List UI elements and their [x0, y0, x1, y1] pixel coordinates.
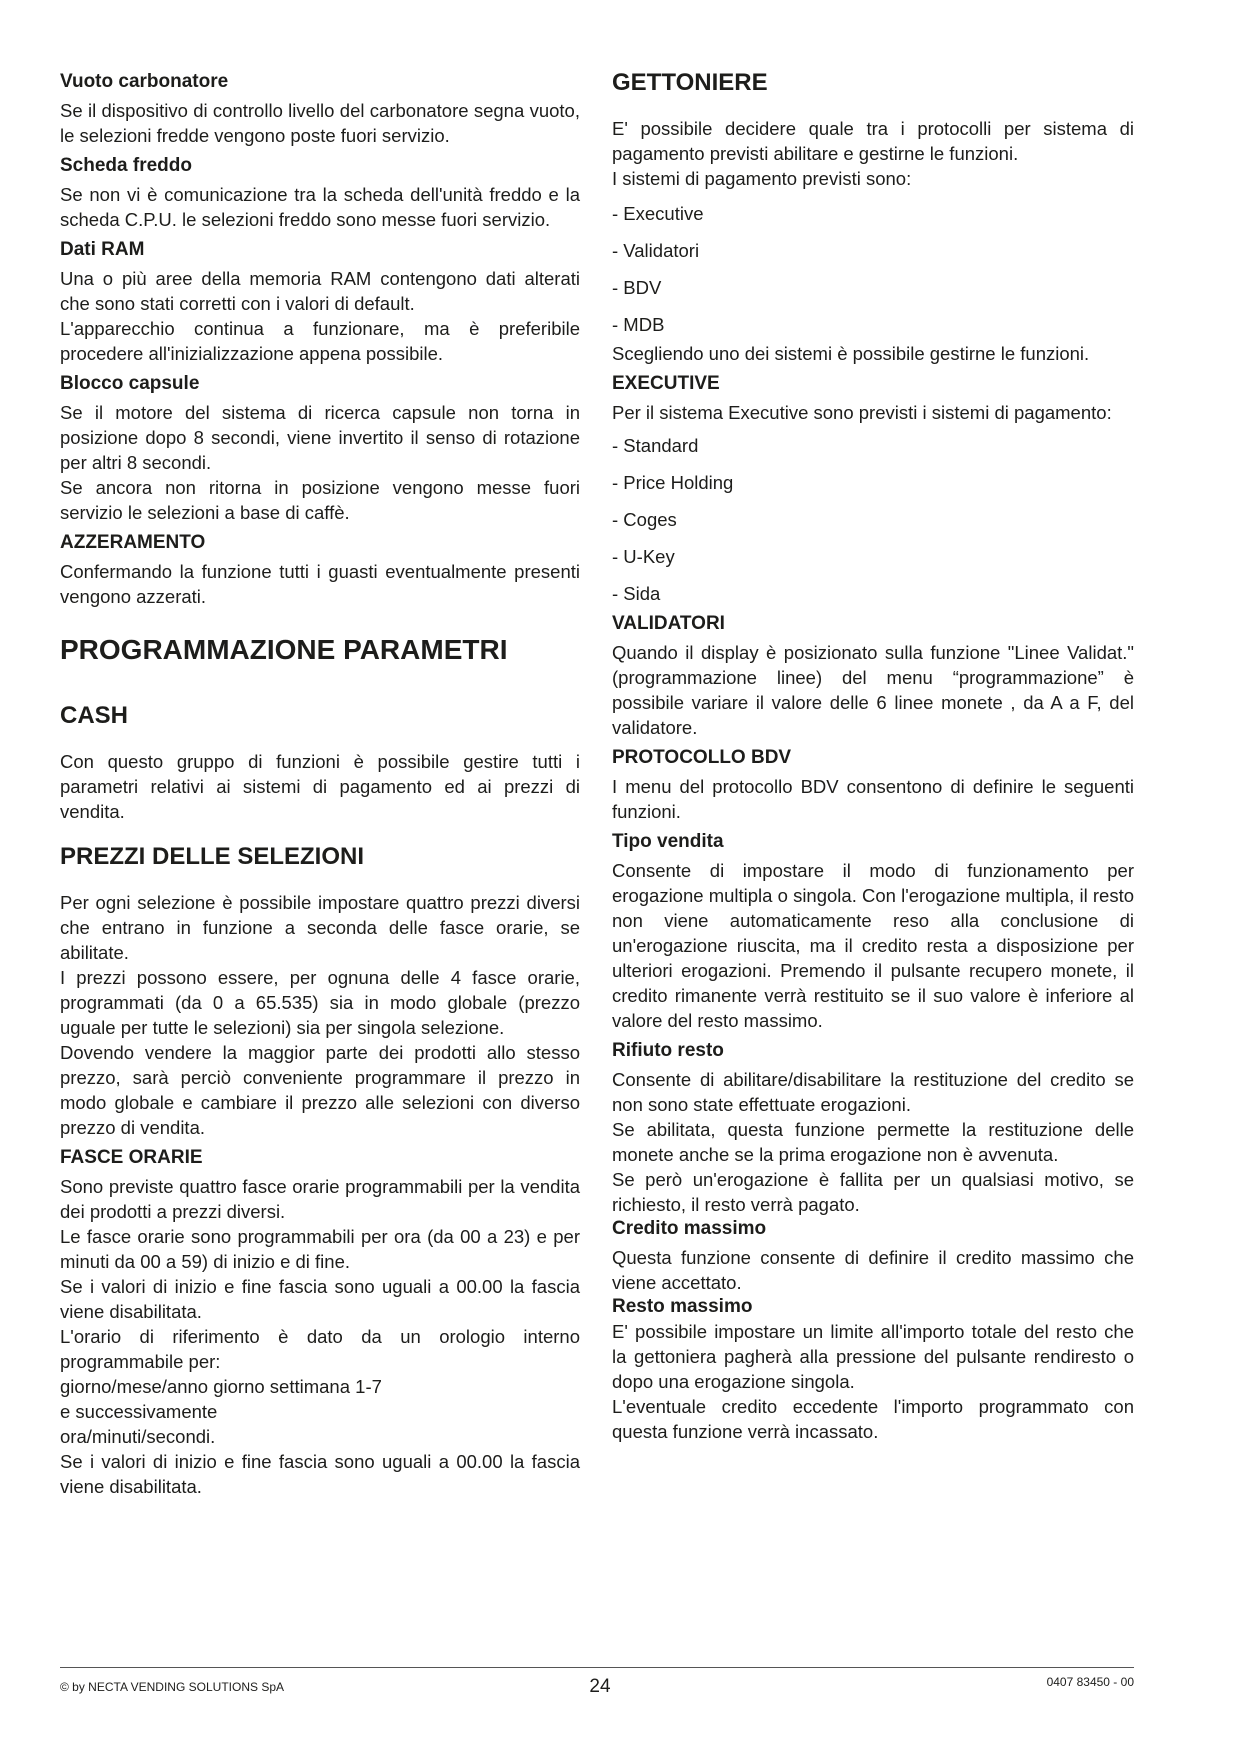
heading-tipo-vendita: Tipo vendita [612, 831, 724, 852]
paragraph: L'eventuale credito eccedente l'importo programmato con questa funzione verrà incassato. [612, 1396, 1134, 1442]
text-line: e successivamente [60, 1401, 218, 1422]
heading-credito-massimo: Credito massimo [612, 1218, 767, 1239]
paragraph: E' possibile decidere quale tra i protocolli per sistema di pagamento previsti abilitare e gestirne le funzioni. [612, 118, 1134, 164]
heading-prezzi-delle-selezioni: PREZZI DELLE SELEZIONI [60, 843, 365, 870]
heading-rifiuto-resto: Rifiuto resto [612, 1040, 724, 1061]
paragraph: Se ancora non ritorna in posizione vengono messe fuori servizio le selezioni a base di caffè. [60, 477, 580, 523]
list-item-executive-system: - U-Key [612, 546, 675, 567]
paragraph: Dovendo vendere la maggior parte dei prodotti allo stesso prezzo, sarà perciò conveniente programmare il prezzo in modo globale e cambiare il prezzo alle selezioni con diverso prezzo di vendita. [60, 1042, 580, 1138]
heading-cash: CASH [60, 702, 129, 729]
heading-protocollo-bdv: PROTOCOLLO BDV [612, 747, 792, 768]
list-item-executive-system: - Coges [612, 509, 677, 530]
list-item-payment-system: - MDB [612, 314, 665, 335]
paragraph: Consente di impostare il modo di funzionamento per erogazione multipla o singola. Con l'erogazione multipla, il resto non viene automaticamente reso alla conclusione di un'erogazione riuscita, ma il credito resta a disposizione per ulteriori erogazioni. Premendo il pulsante recupero monete, il credito rimanente verrà restituito se il suo valore è inferiore al valore del resto massimo. [612, 860, 1134, 1031]
paragraph: Se abilitata, questa funzione permette la restituzione delle monete anche se la prima erogazione non è avvenuta. [612, 1119, 1134, 1165]
paragraph: I sistemi di pagamento previsti sono: [612, 168, 912, 189]
paragraph: Le fasce orarie sono programmabili per ora (da 00 a 23) e per minuti da 00 a 59) di inizio e di fine. [60, 1226, 580, 1272]
paragraph: L'orario di riferimento è dato da un orologio interno programmabile per: [60, 1326, 580, 1372]
page-number: 24 [589, 1676, 611, 1697]
heading-programmazione-parametri: PROGRAMMAZIONE PARAMETRI [60, 634, 508, 665]
paragraph: Se però un'erogazione è fallita per un qualsiasi motivo, se richiesto, il resto verrà pagato. [612, 1169, 1134, 1215]
paragraph: I prezzi possono essere, per ognuna delle 4 fasce orarie, programmati (da 0 a 65.535) sia in modo globale (prezzo uguale per tutte le selezioni) sia per singola selezione. [60, 967, 580, 1038]
paragraph: Se il motore del sistema di ricerca capsule non torna in posizione dopo 8 secondi, viene invertito il senso di rotazione per altri 8 secondi. [60, 402, 580, 473]
text-line: giorno/mese/anno giorno settimana 1-7 [60, 1376, 382, 1397]
paragraph: Se i valori di inizio e fine fascia sono uguali a 00.00 la fascia viene disabilitata. [60, 1276, 580, 1322]
heading-scheda-freddo: Scheda freddo [60, 155, 192, 176]
paragraph: Una o più aree della memoria RAM contengono dati alterati che sono stati corretti con i valori di default. [60, 268, 580, 314]
paragraph: Se i valori di inizio e fine fascia sono uguali a 00.00 la fascia viene disabilitata. [60, 1451, 580, 1497]
footer-divider [60, 1667, 1134, 1668]
paragraph: Consente di abilitare/disabilitare la restituzione del credito se non sono state effettuate erogazioni. [612, 1069, 1134, 1115]
heading-vuoto-carbonatore: Vuoto carbonatore [60, 71, 229, 92]
list-item-payment-system: - BDV [612, 277, 662, 298]
paragraph: L'apparecchio continua a funzionare, ma è preferibile procedere all'inizializzazione appena possibile. [60, 318, 580, 364]
heading-azzeramento: AZZERAMENTO [60, 532, 206, 553]
list-item-executive-system: - Standard [612, 435, 699, 456]
heading-fasce-orarie: FASCE ORARIE [60, 1147, 203, 1168]
list-item-payment-system: - Executive [612, 203, 704, 224]
list-item-executive-system: - Sida [612, 583, 661, 604]
paragraph: I menu del protocollo BDV consentono di definire le seguenti funzioni. [612, 776, 1134, 822]
paragraph: Per ogni selezione è possibile impostare quattro prezzi diversi che entrano in funzione a seconda delle fasce orarie, se abilitate. [60, 892, 580, 963]
heading-blocco-capsule: Blocco capsule [60, 373, 200, 394]
heading-resto-massimo: Resto massimo [612, 1296, 753, 1317]
list-item-executive-system: - Price Holding [612, 472, 734, 493]
list-item-payment-system: - Validatori [612, 240, 700, 261]
paragraph: Quando il display è posizionato sulla funzione "Linee Validat." (programmazione linee) del menu “programmazione” è possibile variare il valore delle 6 linee monete , da A a F, del validatore. [612, 642, 1134, 738]
paragraph: Se il dispositivo di controllo livello del carbonatore segna vuoto, le selezioni fredde vengono poste fuori servizio. [60, 100, 580, 146]
heading-validatori: VALIDATORI [612, 613, 725, 634]
heading-executive: EXECUTIVE [612, 373, 720, 394]
paragraph: Scegliendo uno dei sistemi è possibile gestirne le funzioni. [612, 343, 1090, 364]
footer-doc-code: 0407 83450 - 00 [1046, 1675, 1134, 1689]
footer-copyright: © by NECTA VENDING SOLUTIONS SpA [60, 1680, 285, 1694]
paragraph: Sono previste quattro fasce orarie programmabili per la vendita dei prodotti a prezzi diversi. [60, 1176, 580, 1222]
left-column [60, 62, 580, 1499]
paragraph: Per il sistema Executive sono previsti i sistemi di pagamento: [612, 402, 1112, 423]
heading-dati-ram: Dati RAM [60, 239, 145, 260]
paragraph: Se non vi è comunicazione tra la scheda dell'unità freddo e la scheda C.P.U. le selezioni freddo sono messe fuori servizio. [60, 184, 580, 230]
right-column [612, 62, 1134, 1444]
paragraph: Questa funzione consente di definire il credito massimo che viene accettato. [612, 1247, 1134, 1293]
paragraph: Con questo gruppo di funzioni è possibile gestire tutti i parametri relativi ai sistemi di pagamento ed ai prezzi di vendita. [60, 751, 580, 822]
paragraph: E' possibile impostare un limite all'importo totale del resto che la gettoniera pagherà alla pressione del pulsante rendiresto o dopo una erogazione singola. [612, 1321, 1134, 1392]
text-line: ora/minuti/secondi. [60, 1426, 216, 1447]
heading-gettoniere: GETTONIERE [612, 69, 768, 96]
paragraph: Confermando la funzione tutti i guasti eventualmente presenti vengono azzerati. [60, 561, 580, 607]
